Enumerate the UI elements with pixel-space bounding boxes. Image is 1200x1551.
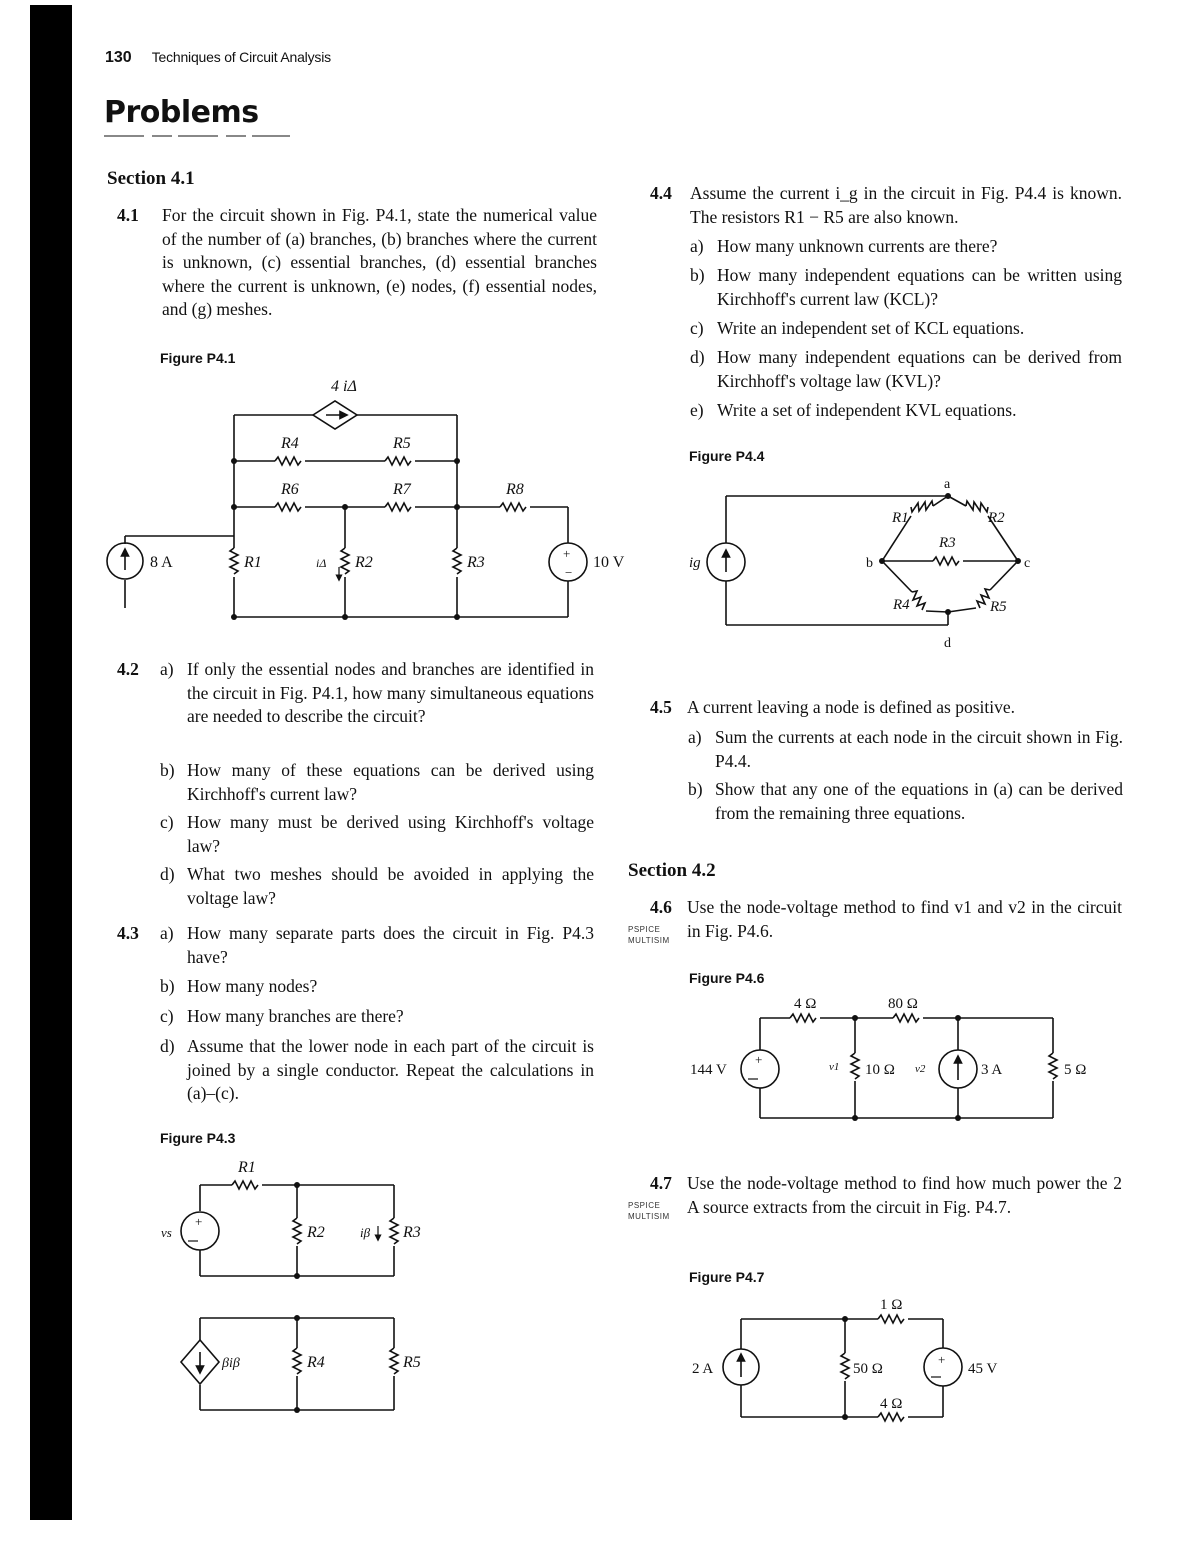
svg-text:+: + — [938, 1352, 946, 1367]
figure-label-p4-1: Figure P4.1 — [160, 350, 236, 366]
running-title: Techniques of Circuit Analysis — [151, 49, 331, 65]
label-r8: R8 — [506, 481, 524, 498]
figure-p4-7-circuit — [723, 1315, 962, 1421]
label-r2: R2 — [307, 1224, 325, 1241]
label-node-b: b — [866, 556, 873, 571]
svg-text:−: − — [565, 565, 573, 580]
label-r1: R1 — [244, 554, 262, 571]
label-node-a: a — [944, 477, 951, 492]
label-r5: R5 — [393, 435, 411, 452]
label-r2: R2 — [355, 554, 373, 571]
label-144v: 144 V — [690, 1062, 727, 1078]
label-r5: R5 — [990, 599, 1007, 615]
problem-number: 4.1 — [117, 205, 139, 225]
label-r5: R5 — [403, 1354, 421, 1371]
svg-text:+: + — [563, 546, 571, 561]
figure-label-p4-6: Figure P4.6 — [689, 970, 765, 986]
figure-label-p4-7: Figure P4.7 — [689, 1269, 765, 1285]
label-r3: R3 — [403, 1224, 421, 1241]
label-50-ohm: 50 Ω — [853, 1361, 883, 1377]
label-5-ohm: 5 Ω — [1064, 1062, 1087, 1078]
software-tag: PSPICE MULTISIM — [628, 1201, 670, 1221]
label-r4: R4 — [281, 435, 299, 452]
label-node-d: d — [944, 636, 951, 651]
label-r3: R3 — [467, 554, 485, 571]
label-r1: R1 — [238, 1159, 256, 1176]
label-dep-source: 4 iΔ — [331, 378, 357, 395]
label-dep: βiβ — [222, 1356, 240, 1371]
software-tag: PSPICE MULTISIM — [628, 925, 670, 945]
page-title: Problems — [104, 95, 259, 130]
label-v2: v2 — [915, 1063, 926, 1075]
section-heading-4-1: Section 4.1 — [107, 168, 195, 189]
label-8a: 8 A — [150, 554, 173, 571]
label-4-ohm: 4 Ω — [794, 996, 817, 1012]
svg-text:+: + — [755, 1052, 763, 1067]
label-45v: 45 V — [968, 1361, 998, 1377]
figure-p4-4-circuit — [707, 496, 1018, 625]
figure-label-p4-4: Figure P4.4 — [689, 448, 765, 464]
label-i-delta: iΔ — [316, 556, 327, 570]
label-r1: R1 — [892, 510, 909, 526]
label-ib: iβ — [360, 1225, 371, 1240]
label-1-ohm: 1 Ω — [880, 1297, 903, 1313]
label-r7: R7 — [393, 481, 411, 498]
label-vs: vs — [161, 1225, 172, 1240]
figure-p4-6-circuit — [741, 1014, 1057, 1118]
section-heading-4-2: Section 4.2 — [628, 860, 716, 881]
label-ig: ig — [689, 555, 701, 571]
label-10-ohm: 10 Ω — [865, 1062, 895, 1078]
label-r2: R2 — [988, 510, 1005, 526]
figure-p4-3-circuit — [181, 1181, 398, 1410]
label-3a: 3 A — [981, 1062, 1003, 1078]
label-4-ohm: 4 Ω — [880, 1396, 903, 1412]
svg-text:+: + — [195, 1214, 203, 1229]
label-node-c: c — [1024, 556, 1031, 571]
label-r4: R4 — [893, 597, 910, 613]
label-v1: v1 — [829, 1061, 840, 1073]
label-r3: R3 — [939, 535, 956, 551]
figure-label-p4-3: Figure P4.3 — [160, 1130, 236, 1146]
label-2a: 2 A — [692, 1361, 714, 1377]
label-10v: 10 V — [593, 554, 625, 571]
page-number: 130 — [105, 49, 132, 66]
problem-text: For the circuit shown in Fig. P4.1, state the numerical value of the number of (a) branches, (b) branches where the current is unknown, (c) essential branches, (d) essential branches where the current is unknown, (e) nodes, (f) essential nodes, and (g) meshes. — [162, 205, 597, 319]
label-80-ohm: 80 Ω — [888, 996, 918, 1012]
label-r6: R6 — [281, 481, 299, 498]
label-r4: R4 — [307, 1354, 325, 1371]
